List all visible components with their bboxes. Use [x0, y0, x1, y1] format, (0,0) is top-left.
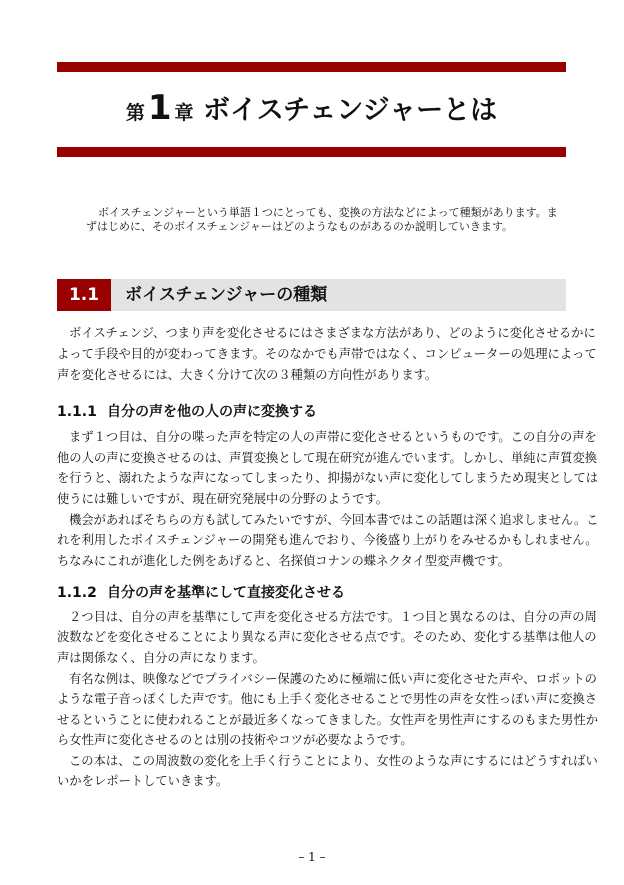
body-line: ２つ目は、自分の声を基準にして声を変化させる方法です。１つ目と異なるのは、自分の声の周	[69, 610, 597, 624]
body-line: 声は関係なく、自分の声になります。	[57, 651, 265, 665]
intro-line: ボイスチェンジャーという単語１つにとっても、変換の方法などによって種類があります。ま	[98, 206, 558, 219]
subsection-title: 自分の声を他の人の声に変換する	[107, 404, 317, 420]
subsection-title: 自分の声を基準にして直接変化させる	[107, 585, 345, 601]
body-line: 有名な例は、映像などでプライバシー保護のために極端に低い声に変化させた声や、ロボットの	[69, 672, 597, 686]
body-line: よって手段や目的が変わってきます。そのなかでも声帯ではなく、コンピューターの処理によって	[57, 347, 597, 361]
chapter-title-text: ボイスチェンジャーとは	[202, 95, 498, 126]
subsection-heading	[57, 582, 345, 602]
chapter-top-rule	[57, 62, 566, 72]
body-line: せるということに使われることが最近多くなってきました。女性声を男性声にするのもまた男性か	[57, 713, 599, 727]
intro-line: ずはじめに、そのボイスチェンジャーはどのようなものがあるのか説明していきます。	[86, 220, 513, 233]
chapter-title	[57, 88, 566, 128]
section-heading	[57, 279, 566, 311]
body-line: ボイスチェンジ、つまり声を変化させるにはさまざまな方法があり、どのように変化させるかに	[69, 326, 596, 340]
body-line: ら女性声に変化させるのとは別の技術やコツが必要なようです。	[57, 733, 413, 747]
chapter-suffix: 章	[174, 102, 194, 124]
body-line: この本は、この周波数の変化を上手く行うことにより、女性のような声にするにはどうすればい	[69, 754, 598, 768]
page-number: – 1 –	[298, 850, 326, 864]
body-line: 波数などを変化させることにより異なる声に変化させる点です。そのため、変化する基準は他人の	[57, 630, 597, 644]
body-line: ちなみにこれが進化した例をあげると、名探偵コナンの蝶ネクタイ型変声機です。	[57, 554, 510, 568]
body-line: れを利用したボイスチェンジャーの開発も進んでおり、今後盛り上がりをみせるかもしれません。	[57, 533, 598, 547]
body-line: 他の人の声に変換させるのは、声質変換として現在研究が進んでいます。しかし、単純に声質変換	[57, 451, 598, 465]
section-title: ボイスチェンジャーの種類	[125, 285, 328, 305]
subsection-number: 1.1.2	[57, 585, 97, 601]
chapter-number: 1	[147, 88, 172, 128]
body-line: まず１つ目は、自分の喋った声を特定の人の声帯に変化させるというものです。この自分の声を	[69, 430, 597, 444]
body-line: 使うには難しいですが、現在研究発展中の分野のようです。	[57, 492, 389, 506]
body-line: いかをレポートしていきます。	[57, 774, 229, 788]
subsection-heading	[57, 401, 317, 421]
body-line: ような電子音っぽくした声です。他にも上手く変化させることで男性の声を女性っぽい声に変換さ	[57, 692, 598, 706]
body-line: 機会があればそちらの方も試してみたいですが、今回本書ではこの話題は深く追求しません。こ	[69, 513, 599, 527]
chapter-bottom-rule	[57, 147, 566, 157]
subsection-number: 1.1.1	[57, 404, 97, 420]
chapter-prefix: 第	[125, 102, 145, 124]
body-line: 声を変化させるには、大きく分けて次の３種類の方向性があります。	[57, 368, 438, 382]
body-line: を行うと、溺れたような声になってしまったり、抑揚がない声に変化してしまうため現実としては	[57, 471, 599, 485]
section-number: 1.1	[57, 279, 111, 311]
